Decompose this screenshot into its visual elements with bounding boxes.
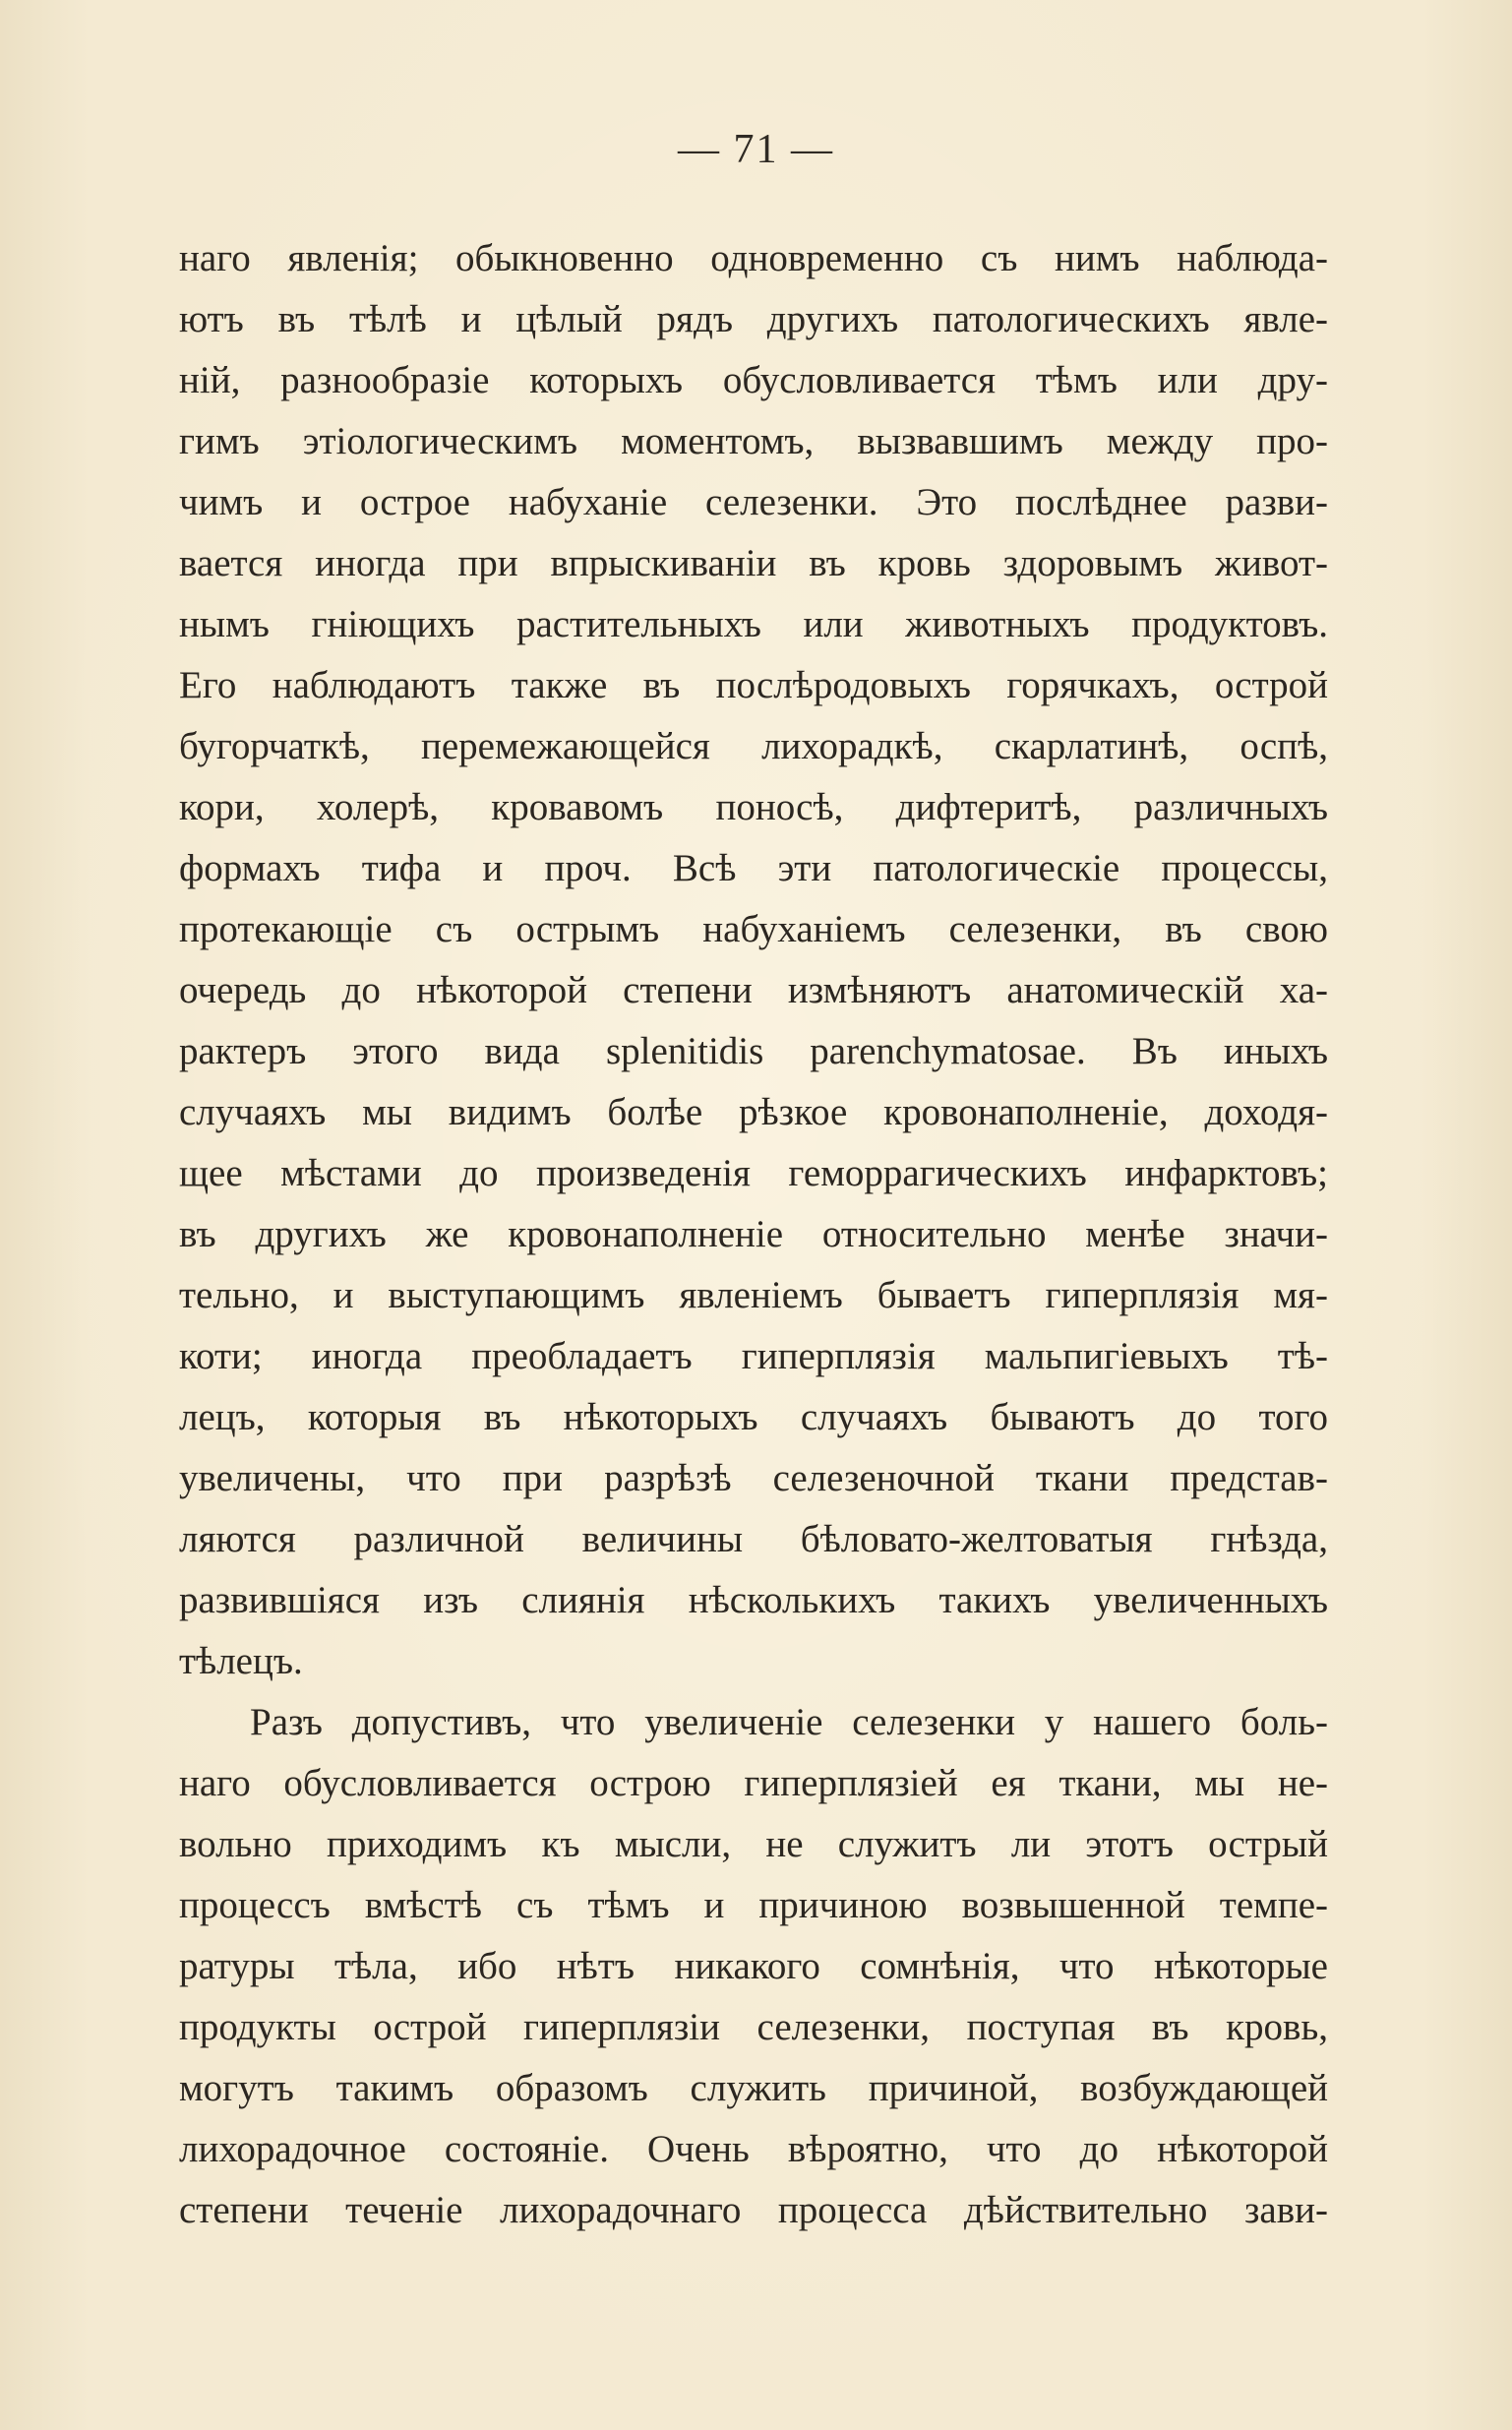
text-line: формахъ тифа и проч. Всѣ эти патологическіе процессы, [179,847,1328,889]
text-line: степени теченіе лихорадочнаго процесса дѣйствительно зави- [179,2189,1328,2231]
text-line: нымъ гніющихъ растительныхъ или животныхъ продуктовъ. [179,603,1328,645]
text-line: ляются различной величины бѣловато-желтоватыя гнѣзда, [179,1518,1328,1560]
text-line: бугорчаткѣ, перемежающейся лихорадкѣ, скарлатинѣ, оспѣ, [179,725,1328,767]
text-line: коти; иногда преобладаетъ гиперплязія мальпигіевыхъ тѣ- [179,1335,1328,1377]
page-number: — 71 — [678,127,834,172]
text-line: кори, холерѣ, кровавомъ поносѣ, дифтеритѣ, различныхъ [179,786,1328,828]
text-line: Разъ допустивъ, что увеличеніе селезенки у нашего боль- [250,1701,1328,1743]
text-line: могутъ такимъ образомъ служить причиной, возбуждающей [179,2067,1328,2109]
text-line: продукты острой гиперплязіи селезенки, поступая въ кровь, [179,2006,1328,2048]
paragraph-1 [179,228,1328,1692]
text-line: процессъ вмѣстѣ съ тѣмъ и причиною возвышенной темпе- [179,1884,1328,1926]
text-line: развившіяся изъ слиянія нѣсколькихъ такихъ увеличенныхъ [179,1579,1328,1621]
text-line: протекающіе съ острымъ набуханіемъ селезенки, въ свою [179,908,1328,950]
text-line: чимъ и острое набуханіе селезенки. Это послѣднее разви- [179,481,1328,523]
text-line: въ другихъ же кровонаполненіе относительно менѣе значи- [179,1213,1328,1255]
text-line: наго явленія; обыкновенно одновременно съ нимъ наблюда- [179,237,1328,279]
text-line: увеличены, что при разрѣзѣ селезеночной ткани представ- [179,1457,1328,1499]
text-line: наго обусловливается острою гиперплязіей ея ткани, мы не- [179,1762,1328,1804]
text-line: случаяхъ мы видимъ болѣе рѣзкое кровонаполненіе, доходя- [179,1091,1328,1133]
text-line: лихорадочное состояніе. Очень вѣроятно, что до нѣкоторой [179,2128,1328,2170]
text-line: тѣлецъ. [179,1640,303,1682]
text-line: вольно приходимъ къ мысли, не служитъ ли этотъ острый [179,1823,1328,1865]
text-line: вается иногда при впрыскиваніи въ кровь здоровымъ живот- [179,542,1328,584]
text-line: ютъ въ тѣлѣ и цѣлый рядъ другихъ патологическихъ явле- [179,298,1328,340]
text-line: щее мѣстами до произведенія геморрагическихъ инфарктовъ; [179,1152,1328,1194]
text-line: тельно, и выступающимъ явленіемъ бываетъ гиперплязія мя- [179,1274,1328,1316]
text-line: ратуры тѣла, ибо нѣтъ никакого сомнѣнія, что нѣкоторые [179,1945,1328,1987]
text-line: лецъ, которыя въ нѣкоторыхъ случаяхъ бываютъ до того [179,1396,1328,1438]
text-line: рактеръ этого вида splenitidis parenchymatosae. Въ иныхъ [179,1030,1328,1072]
text-line: гимъ этіологическимъ моментомъ, вызвавшимъ между про- [179,420,1328,462]
text-line: ній, разнообразіе которыхъ обусловливается тѣмъ или дру- [179,359,1328,401]
text-line: Его наблюдаютъ также въ послѣродовыхъ горячкахъ, острой [179,664,1328,706]
body-text [179,228,1328,2241]
paragraph-2 [179,1692,1328,2241]
text-line: очередь до нѣкоторой степени измѣняютъ анатомическій ха- [179,969,1328,1011]
